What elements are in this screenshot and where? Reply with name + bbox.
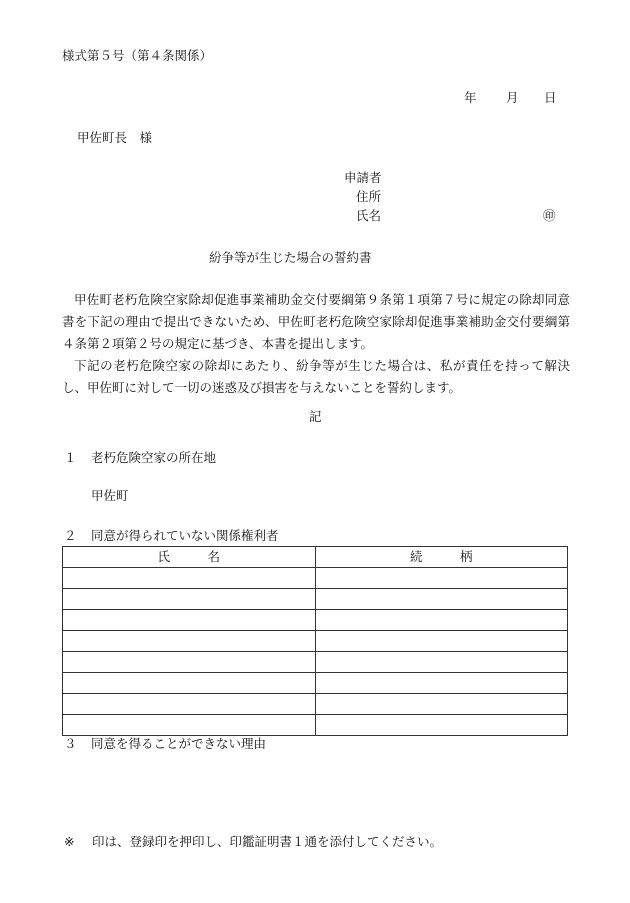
addressee: 甲佐町長 様 — [77, 130, 153, 145]
table-header-row — [63, 547, 568, 568]
table-row — [63, 652, 568, 673]
note-mark: ※ — [64, 834, 75, 849]
relationship-cell[interactable] — [315, 631, 568, 652]
section-2-label: 同意が得られていない関係権利者 — [91, 528, 279, 543]
body-paragraph-1: 甲佐町老朽危険空家除却促進事業補助金交付要綱第９条第１項第７号に規定の除却同意書を下記の理由で提出できないため、甲佐町老朽危険空家除却促進事業補助金交付要綱第４条第２項第２号の規定に基づき、本書を提出します。 — [62, 292, 570, 351]
table-row — [63, 568, 568, 589]
section-1-number: １ — [64, 450, 77, 465]
table-row — [63, 631, 568, 652]
note-text: 印は、登録印を押印し、印鑑証明書１通を添付してください。 — [92, 834, 443, 849]
relationship-cell[interactable] — [315, 715, 568, 736]
header-relationship: 続 柄 — [315, 547, 568, 568]
applicant-address-label: 住所 — [356, 189, 382, 204]
document-title: 紛争等が生じた場合の誓約書 — [209, 250, 372, 265]
name-cell[interactable] — [63, 568, 316, 589]
date-day-label: 日 — [544, 90, 557, 105]
applicant-label: 申請者 — [344, 170, 382, 185]
date-year-label: 年 — [464, 90, 477, 105]
table-row — [63, 673, 568, 694]
name-cell[interactable] — [63, 652, 316, 673]
relationship-cell[interactable] — [315, 589, 568, 610]
table-row — [63, 694, 568, 715]
name-cell[interactable] — [63, 694, 316, 715]
table-row — [63, 610, 568, 631]
section-3-number: ３ — [64, 736, 77, 751]
ki-heading: 記 — [309, 409, 322, 424]
name-cell[interactable] — [63, 631, 316, 652]
relationship-cell[interactable] — [315, 673, 568, 694]
name-cell[interactable] — [63, 589, 316, 610]
name-cell[interactable] — [63, 715, 316, 736]
relationship-cell[interactable] — [315, 694, 568, 715]
header-name: 氏 名 — [63, 547, 316, 568]
applicant-name-label: 氏名 — [356, 208, 382, 223]
name-cell[interactable] — [63, 673, 316, 694]
table-row — [63, 715, 568, 736]
table-row — [63, 589, 568, 610]
relationship-cell[interactable] — [315, 568, 568, 589]
section-3-label: 同意を得ることができない理由 — [91, 736, 267, 751]
body-paragraph-2: 下記の老朽危険空家の除却にあたり、紛争等が生じた場合は、私が責任を持って解決し、甲佐町に対して一切の迷惑及び損害を与えないことを誓約します。 — [62, 358, 570, 395]
form-number: 様式第５号（第４条関係） — [62, 48, 213, 63]
rights-holders-table — [62, 546, 568, 736]
relationship-cell[interactable] — [315, 610, 568, 631]
seal-mark: ㊞ — [543, 208, 556, 223]
relationship-cell[interactable] — [315, 652, 568, 673]
name-cell[interactable] — [63, 610, 316, 631]
section-1-value: 甲佐町 — [91, 488, 129, 503]
section-1-label: 老朽危険空家の所在地 — [91, 450, 217, 465]
section-2-number: ２ — [64, 528, 77, 543]
date-month-label: 月 — [506, 90, 519, 105]
